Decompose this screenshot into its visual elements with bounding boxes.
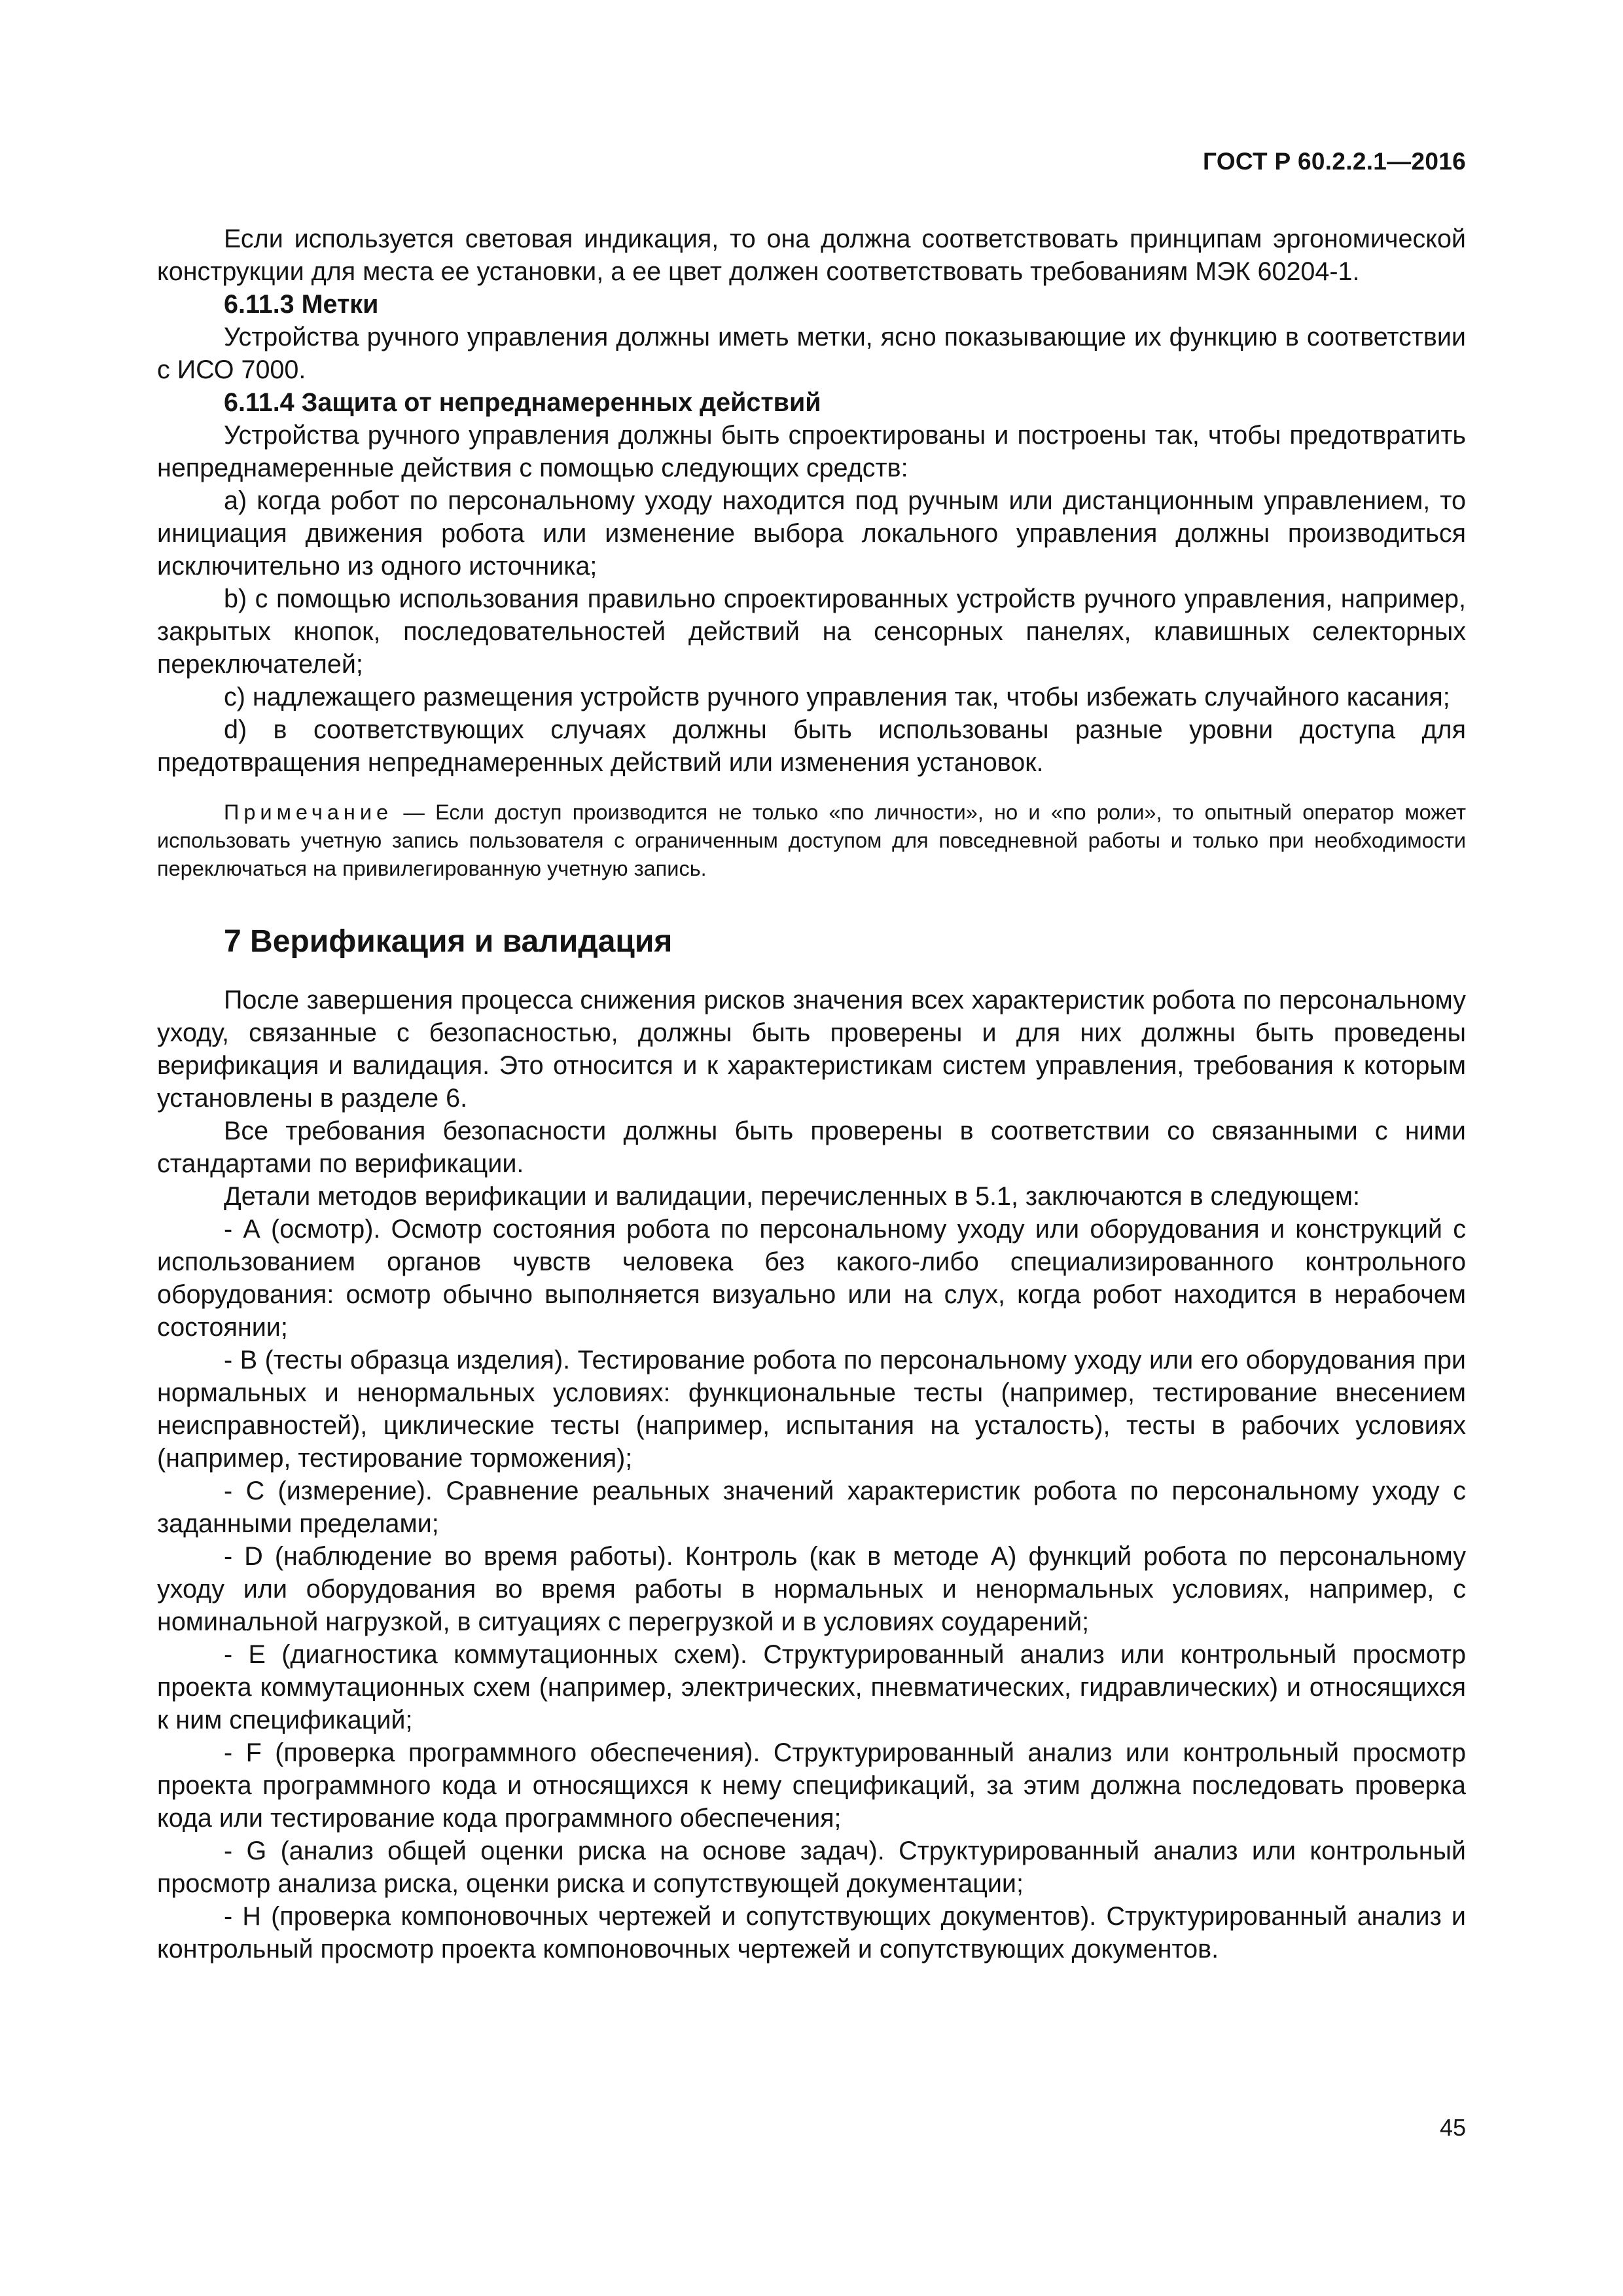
list-item: b) с помощью использования правильно спроектированных устройств ручного управления, например, закрытых кнопок, последовательностей действий на сенсорных панелях, клавишных селекторных переключателей;	[157, 584, 1466, 679]
method-item: - Н (проверка компоновочных чертежей и сопутствующих документов). Структурированный анализ и контрольный просмотр проекта компоновочных чертежей и сопутствующих документов.	[157, 1902, 1466, 1964]
note	[157, 798, 1466, 883]
method-item: - F (проверка программного обеспечения). Структурированный анализ или контрольный просмотр проекта программного кода и относящихся к нему спецификаций, за этим должна последовать проверка кода или тестирование кода программного обеспечения;	[157, 1738, 1466, 1833]
list-item: c) надлежащего размещения устройств ручного управления так, чтобы избежать случайного касания;	[224, 683, 1450, 711]
heading-6-11-3: 6.11.3 Метки	[224, 290, 379, 319]
methods-list	[157, 1213, 1466, 1965]
section-7-heading: 7 Верификация и валидация	[224, 924, 673, 959]
paragraph-protection-intro: Устройства ручного управления должны быть спроектированы и построены так, чтобы предотвратить непреднамеренные действия с помощью следующих средств:	[157, 421, 1466, 482]
method-item: - А (осмотр). Осмотр состояния робота по персональному уходу или оборудования и конструкций с использованием органов чувств человека без какого-либо специализированного контрольного оборудования: осмотр обычно выполняется визуально или на слух, когда робот находится в нерабочем состоянии;	[157, 1215, 1466, 1342]
paragraph-light-indication: Если используется световая индикация, то она должна соответствовать принципам эргономической конструкции для места ее установки, а ее цвет должен соответствовать требованиям МЭК 60204-1.	[157, 224, 1466, 286]
method-item: - В (тесты образца изделия). Тестирование робота по персональному уходу или его оборудования при нормальных и ненормальных условиях: функциональные тесты (например, тестирование внесением неисправностей), циклические тесты (например, испытания на усталость), тесты в рабочих условиях (например, тестирование торможения);	[157, 1346, 1466, 1473]
heading-6-11-4: 6.11.4 Защита от непреднамеренных действий	[224, 388, 821, 417]
note-label: Примечание	[224, 800, 393, 824]
method-item: - G (анализ общей оценки риска на основе задач). Структурированный анализ или контрольный просмотр анализа риска, оценки риска и сопутствующей документации;	[157, 1837, 1466, 1898]
list-item: a) когда робот по персональному уходу находится под ручным или дистанционным управлением, то инициация движения робота или изменение выбора локального управления должны производиться исключительно из одного источника;	[157, 486, 1466, 581]
method-item: - D (наблюдение во время работы). Контроль (как в методе А) функций робота по персональному уходу или оборудования во время работы в нормальных и ненормальных условиях, например, с номинальной нагрузкой, в ситуациях с перегрузкой и в условиях соударений;	[157, 1542, 1466, 1636]
paragraph-labels: Устройства ручного управления должны иметь метки, ясно показывающие их функцию в соответствии с ИСО 7000.	[157, 323, 1466, 384]
method-item: - С (измерение). Сравнение реальных значений характеристик робота по персональному уходу с заданными пределами;	[157, 1477, 1466, 1538]
method-item: - Е (диагностика коммутационных схем). Структурированный анализ или контрольный просмотр проекта коммутационных схем (например, электрических, пневматических, гидравлических) и относящихся к ним спецификаций;	[157, 1640, 1466, 1734]
document-code-header: ГОСТ Р 60.2.2.1—2016	[1203, 148, 1466, 175]
protection-list	[157, 484, 1466, 779]
list-item: d) в соответствующих случаях должны быть использованы разные уровни доступа для предотвращения непреднамеренных действий или изменения установок.	[157, 715, 1466, 777]
page-number: 45	[1439, 2114, 1466, 2141]
paragraph-verification-1: После завершения процесса снижения рисков значения всех характеристик робота по персональному уходу, связанные с безопасностью, должны быть проверены и для них должны быть проведены верификация и валидация. Это относится и к характеристикам систем управления, требования к которым установлены в разделе 6.	[157, 986, 1466, 1113]
page-content	[157, 223, 1466, 1965]
paragraph-verification-3: Детали методов верификации и валидации, перечисленных в 5.1, заключаются в следующем:	[224, 1182, 1361, 1211]
note-text: — Если доступ производится не только «по личности», но и «по роли», то опытный оператор может использовать учетную запись пользователя с ограниченным доступом для повседневной работы и только при необходимости переключаться на привилегированную учетную запись.	[157, 800, 1466, 880]
paragraph-verification-2: Все требования безопасности должны быть проверены в соответствии со связанными с ними стандартами по верификации.	[157, 1117, 1466, 1178]
